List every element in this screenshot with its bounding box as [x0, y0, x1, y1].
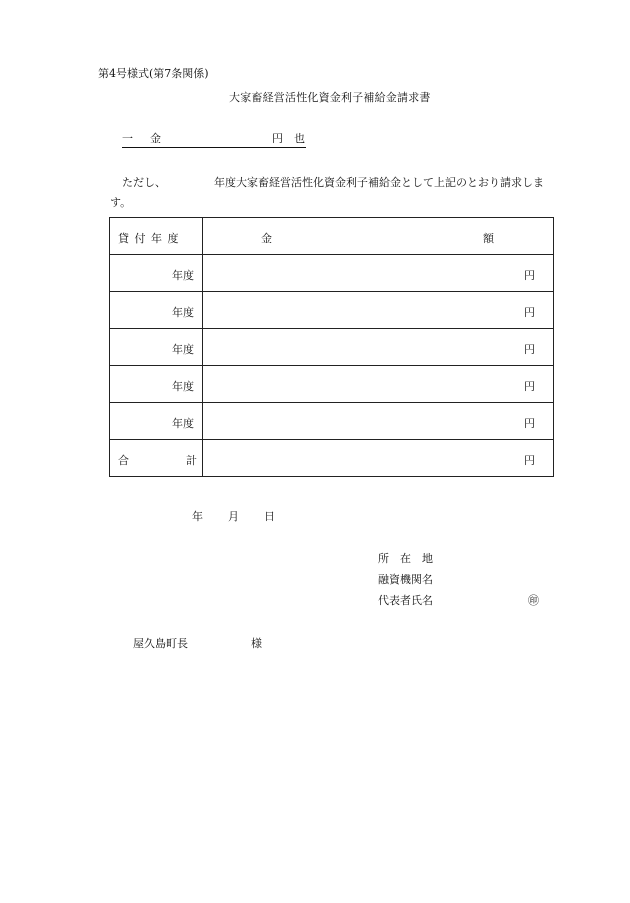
body-tail: す。 [110, 196, 132, 209]
row-yen: 円 [524, 343, 535, 356]
document-title: 大家畜経営活性化資金利子補給金請求書 [229, 91, 431, 104]
form-number: 第4号様式(第7条関係) [98, 67, 209, 80]
total-label-b: 計 [186, 454, 197, 467]
row-yen: 円 [524, 380, 535, 393]
header-kin: 金 [261, 232, 272, 245]
table-row [110, 329, 554, 366]
table-total-row [110, 440, 554, 477]
row-year-suffix: 年度 [172, 269, 194, 282]
table-row [110, 403, 554, 440]
row-year-suffix: 年度 [172, 343, 194, 356]
amount-kin: 金 [150, 132, 161, 145]
table-row [110, 255, 554, 292]
representative-label: 代表者氏名 [378, 594, 433, 607]
amount-yen: 円 [272, 132, 283, 145]
header-loan-year: 貸 付 年 度 [118, 232, 180, 245]
total-label-a: 合 [118, 454, 129, 467]
row-year-suffix: 年度 [172, 306, 194, 319]
honorific: 様 [251, 637, 262, 650]
seal-mark: ㊞ [528, 594, 539, 607]
claim-table [109, 217, 554, 477]
row-yen: 円 [524, 306, 535, 319]
amount-line [122, 130, 306, 148]
header-gaku: 額 [483, 232, 494, 245]
recipient: 屋久島町長 [133, 637, 188, 650]
table-row [110, 366, 554, 403]
date-year: 年 [192, 510, 203, 523]
table-row [110, 292, 554, 329]
total-yen: 円 [524, 454, 535, 467]
address-label: 所 在 地 [378, 552, 433, 565]
institution-label: 融資機関名 [378, 573, 433, 586]
row-yen: 円 [524, 417, 535, 430]
amount-ichi: 一 [122, 132, 133, 145]
table-header-row [110, 218, 554, 255]
body-prefix: ただし、 [122, 176, 166, 189]
amount-nari: 也 [294, 132, 305, 145]
body-main: 年度大家畜経営活性化資金利子補給金として上記のとおり請求しま [214, 176, 544, 189]
date-day: 日 [264, 510, 275, 523]
row-yen: 円 [524, 269, 535, 282]
row-year-suffix: 年度 [172, 380, 194, 393]
row-year-suffix: 年度 [172, 417, 194, 430]
date-month: 月 [228, 510, 239, 523]
